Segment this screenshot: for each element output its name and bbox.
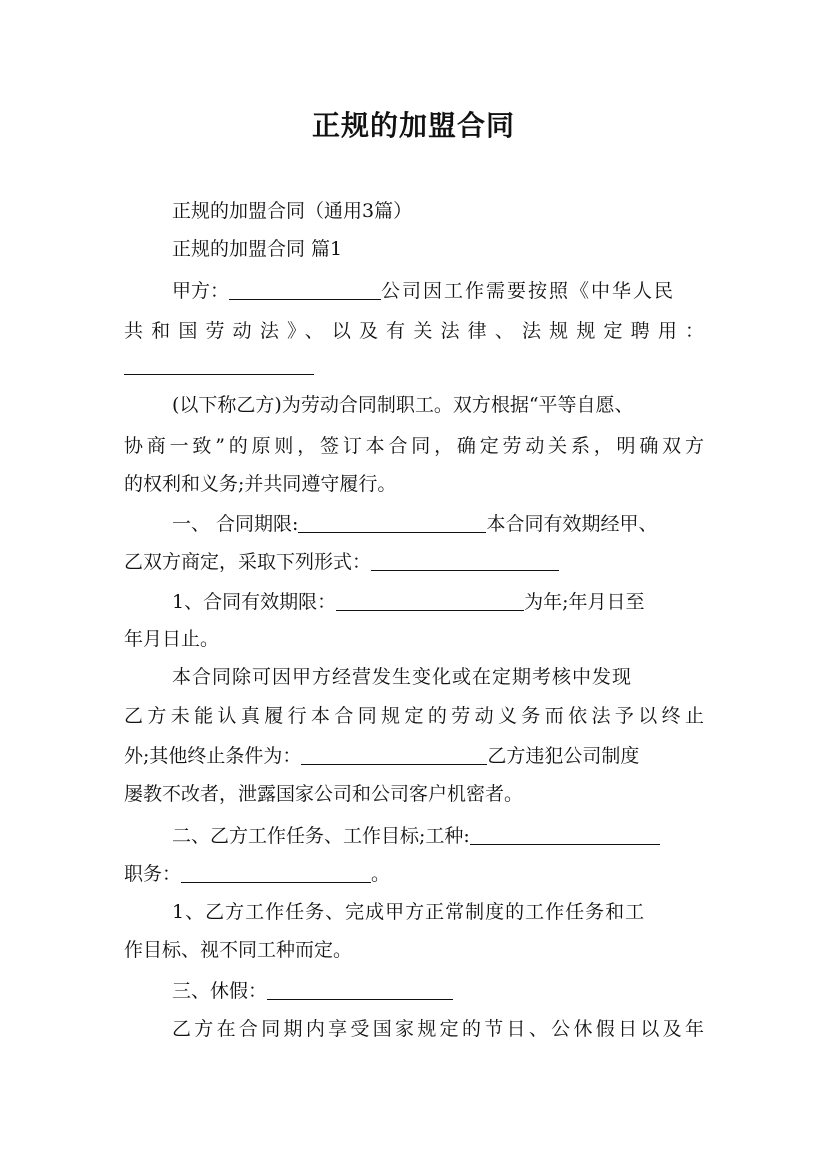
blank-field [470,826,660,845]
paragraph-line: 作目标、视不同工种而定。 [124,939,353,961]
blank-field [336,592,524,611]
blank-field [371,552,559,571]
blank-field [181,864,371,883]
paragraph-line: 乙方在合同期内享受国家规定的节日、公休假日以及年 [172,1018,704,1040]
paragraph-line: 一、 合同期限: 本合同有效期经甲、 [172,513,658,535]
paragraph-line: 的权利和义务;并共同遵守履行。 [124,473,397,495]
paragraph-line: 三、休假： [172,981,453,1001]
paragraph-line: 本合同除可因甲方经营发生变化或在定期考核中发现 [172,666,633,688]
paragraph-line: 1、合同有效期限： 为年;年月日至 [172,591,645,613]
paragraph-line: 外;其他终止条件为： 乙方违犯公司制度 [124,745,640,767]
paragraph-line: 共和国劳动法》、以及有关法律、法规规定聘用： [124,320,704,342]
blank-field [298,514,486,533]
paragraph-line [124,356,314,376]
paragraph-line: 年月日止。 [124,628,220,650]
blank-field [229,281,381,300]
section-heading: 正规的加盟合同 篇1 [172,238,343,260]
paragraph-line: 屡教不改者，泄露国家公司和公司客户机密者。 [124,783,524,805]
paragraph-line: (以下称乙方)为劳动合同制职工。双方根据“平等自愿、 [172,394,634,416]
paragraph-line: 二、乙方工作任务、工作目标;工种: [172,826,660,846]
blank-field [267,981,453,1000]
document-title: 正规的加盟合同 [311,109,515,142]
paragraph-line: 1、乙方工作任务、完成甲方正常制度的工作任务和工 [172,901,646,923]
paragraph-line: 乙双方商定，采取下列形式： [124,552,559,572]
paragraph-line: 甲方： 公司因工作需要按照《中华人民 [172,280,676,302]
paragraph-line: 协商一致”的原则，签订本合同，确定劳动关系，明确双方 [124,435,704,457]
paragraph-line: 乙方未能认真履行本合同规定的劳动义务而依法予以终止 [124,705,704,727]
paragraph-line: 职务： 。 [124,863,391,885]
subtitle: 正规的加盟合同（通用3篇） [172,200,413,222]
blank-field [301,746,487,765]
blank-field [124,356,314,375]
